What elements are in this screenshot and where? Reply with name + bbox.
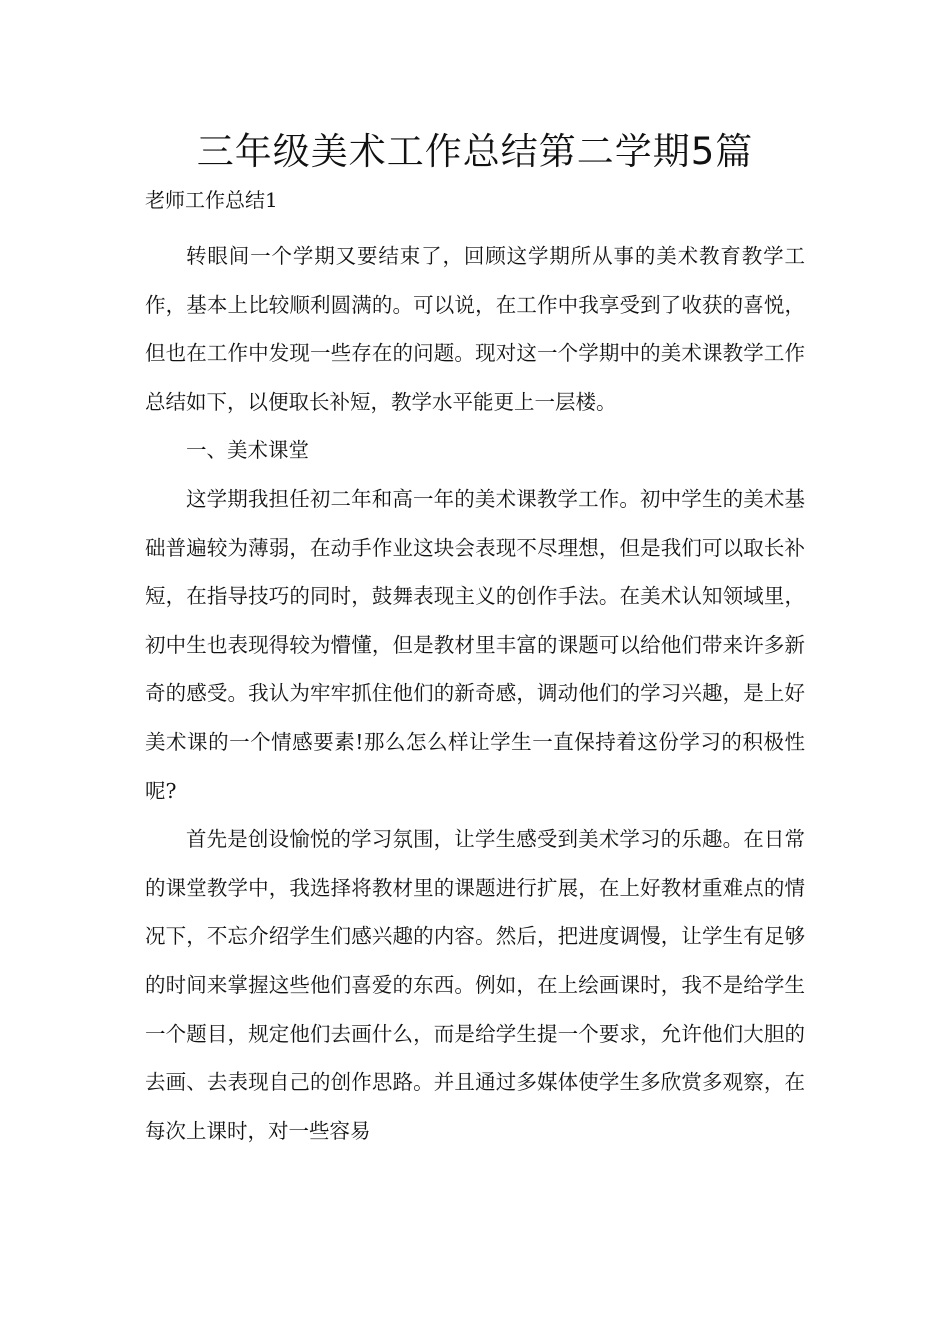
paragraph-teaching-duties: 这学期我担任初二年和高一年的美术课教学工作。初中学生的美术基础普遍较为薄弱，在动手作业这块会表现不尽理想，但是我们可以取长补短，在指导技巧的同时，鼓舞表现主义的创作手法。在美术认知领域里，初中生也表现得较为懵懂，但是教材里丰富的课题可以给他们带来许多新奇的感受。我认为牢牢抓住他们的新奇感，调动他们的学习兴趣，是上好美术课的一个情感要素!那么怎么样让学生一直保持着这份学习的积极性呢?: [145, 486, 805, 803]
paragraph-learning-atmosphere: 首先是创设愉悦的学习氛围，让学生感受到美术学习的乐趣。在日常的课堂教学中，我选择将教材里的课题进行扩展，在上好教材重难点的情况下，不忘介绍学生们感兴趣的内容。然后，把进度调慢，让学生有足够的时间来掌握这些他们喜爱的东西。例如，在上绘画课时，我不是给学生一个题目，规定他们去画什么，而是给学生提一个要求，允许他们大胆的去画、去表现自己的创作思路。并且通过多媒体使学生多欣赏多观察，在每次上课时，对一些容易: [145, 827, 805, 1143]
section-heading-art-class: 一、美术课堂: [186, 438, 309, 463]
document-title: 三年级美术工作总结第二学期5篇: [196, 130, 754, 173]
document-subtitle: 老师工作总结1: [145, 188, 278, 212]
document-body: [145, 232, 805, 1155]
paragraph-intro: 转眼间一个学期又要结束了，回顾这学期所从事的美术教育教学工作，基本上比较顺利圆满的。可以说，在工作中我享受到了收获的喜悦，但也在工作中发现一些存在的问题。现对这一个学期中的美术课教学工作总结如下，以便取长补短，教学水平能更上一层楼。: [145, 244, 805, 414]
